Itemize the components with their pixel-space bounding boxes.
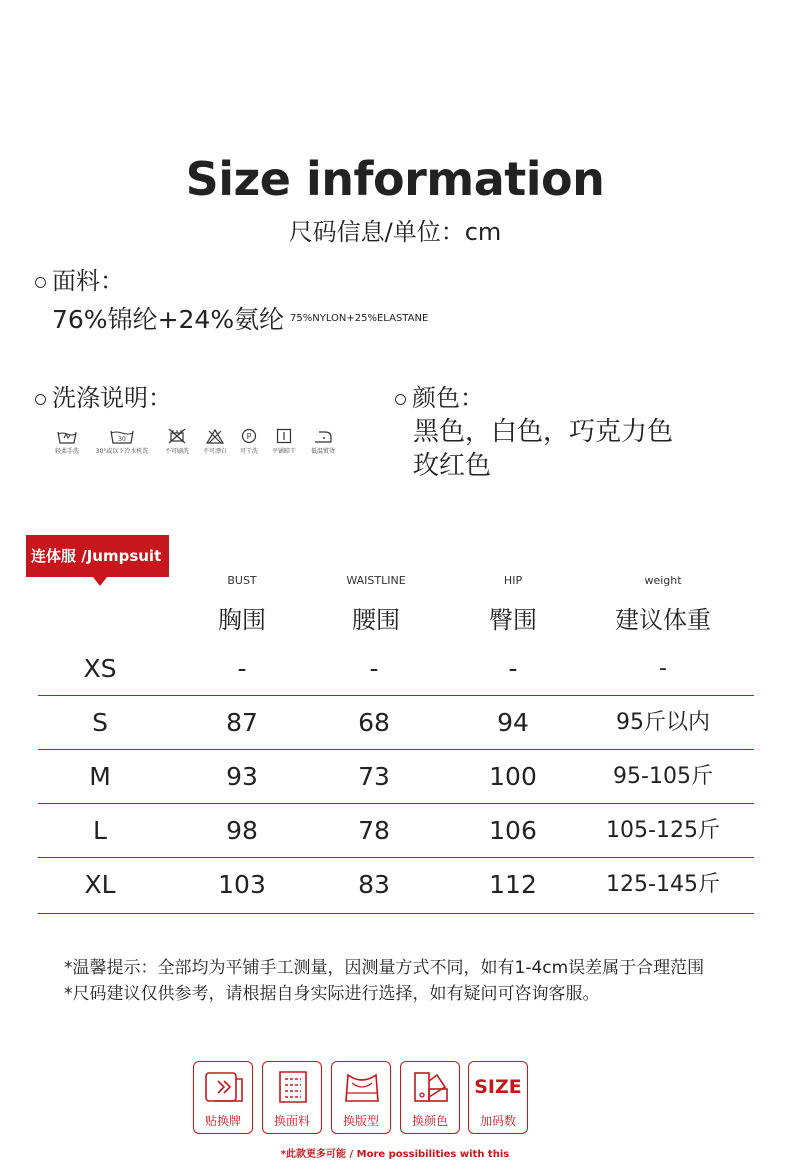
fabric-section-label: [35, 261, 124, 296]
weight-cell: 95-105斤: [613, 764, 713, 789]
fabric-icon: [263, 1067, 323, 1107]
product-type-tag: 连体服 /Jumpsuit: [26, 535, 169, 577]
hand-wash-icon: [56, 428, 78, 444]
color-list: [413, 415, 733, 483]
col-header-bust-en: BUST: [227, 574, 257, 587]
weight-cell: 95斤以内: [616, 710, 710, 735]
size-cell: M: [89, 762, 111, 791]
color-swap-icon: [401, 1067, 461, 1107]
bullet-circle-icon: [35, 277, 46, 288]
fabric-label-text: 面料：: [52, 267, 124, 295]
more-possibilities-text: *此款更多可能 / More possibilities with this: [280, 1149, 510, 1160]
service-label: 换面料: [273, 1114, 310, 1128]
service-label: 贴换牌: [204, 1114, 241, 1128]
washing-label-text: 洗涤说明：: [52, 384, 172, 412]
wash-symbol-low-iron: [288, 428, 358, 455]
swap-tag-icon: [194, 1067, 254, 1107]
size-cell: XS: [83, 654, 117, 683]
note-line-2: *尺码建议仅供参考，请根据自身实际进行选择，如有疑问可咨询客服。: [64, 984, 600, 1004]
size-cell: XL: [84, 870, 116, 899]
wash-text: 可干洗: [239, 448, 258, 455]
fabric-composition-en: 75%NYLON+25%ELASTANE: [290, 313, 429, 324]
col-header-weight-en: weight: [644, 574, 682, 587]
col-header-bust-cn: 胸围: [218, 606, 266, 634]
bust-cell: 103: [218, 870, 266, 899]
svg-text:P: P: [246, 432, 252, 441]
service-label: 换版型: [342, 1114, 379, 1128]
weight-cell: -: [659, 656, 667, 681]
color-section-label: [395, 378, 484, 413]
waist-cell: -: [369, 654, 379, 683]
color-line-2: 玫红色: [413, 451, 492, 481]
waist-cell: 68: [358, 708, 390, 737]
washing-section-label: [35, 378, 172, 413]
wash-text: 平铺晾干: [271, 448, 296, 455]
wash-text: 不可刷洗: [164, 448, 189, 455]
size-cell: L: [93, 816, 107, 845]
wash-text: 轻柔手洗: [54, 448, 79, 455]
fabric-composition-cn: 76%锦纶+24%氨纶: [52, 305, 285, 334]
size-icon: SIZE: [474, 1076, 522, 1098]
table-row: [38, 804, 754, 858]
bust-cell: 98: [226, 816, 258, 845]
col-header-weight-cn: 建议体重: [615, 606, 711, 634]
hip-cell: -: [508, 654, 518, 683]
col-header-hip-en: HIP: [503, 574, 523, 587]
wash-text: 不可漂白: [202, 448, 227, 455]
wash-text: 低温熨烫: [310, 448, 335, 455]
table-row: [38, 642, 754, 696]
col-header-waist-en: WAISTLINE: [346, 574, 406, 587]
service-label: 加码数: [479, 1114, 516, 1128]
page-title: Size information: [185, 152, 605, 206]
weight-cell: 105-125斤: [606, 818, 720, 843]
service-add-size: [468, 1061, 528, 1134]
color-line-1: 黑色，白色，巧克力色: [413, 417, 674, 447]
bust-cell: 93: [226, 762, 258, 791]
note-line-1: *温馨提示：全部均为平铺手工测量，因测量方式不同，如有1-4cm误差属于合理范围: [64, 958, 705, 978]
waist-cell: 73: [358, 762, 390, 791]
table-row: [38, 696, 754, 750]
size-cell: S: [92, 708, 108, 737]
low-iron-icon: [313, 428, 333, 444]
hip-cell: 112: [489, 870, 537, 899]
service-swap-color: [400, 1061, 460, 1134]
service-swap-tag: [193, 1061, 253, 1134]
tag-pointer: [93, 577, 107, 586]
service-label: 换颜色: [411, 1114, 448, 1128]
hip-cell: 106: [489, 816, 537, 845]
bust-cell: 87: [226, 708, 258, 737]
wash-text: 30°或以下冷水机洗: [95, 448, 149, 455]
bullet-circle-icon: [35, 394, 46, 405]
svg-text:30: 30: [118, 436, 126, 443]
page-subtitle: 尺码信息/单位：cm: [288, 218, 502, 246]
wash-30-icon: [109, 428, 135, 444]
col-header-waist-cn: 腰围: [352, 606, 400, 634]
table-row: [38, 750, 754, 804]
col-header-hip-cn: 臀围: [489, 606, 537, 634]
garment-icon: [332, 1067, 392, 1107]
waist-cell: 83: [358, 870, 390, 899]
service-swap-pattern: [331, 1061, 391, 1134]
waist-cell: 78: [358, 816, 390, 845]
row-divider: [38, 913, 754, 915]
color-label-text: 颜色：: [412, 384, 484, 412]
weight-cell: 125-145斤: [606, 872, 720, 897]
hip-cell: 94: [497, 708, 529, 737]
bust-cell: -: [237, 654, 247, 683]
table-row: [38, 858, 754, 914]
bullet-circle-icon: [395, 394, 406, 405]
hip-cell: 100: [489, 762, 537, 791]
measurement-notes: [64, 955, 704, 1007]
service-swap-fabric: [262, 1061, 322, 1134]
